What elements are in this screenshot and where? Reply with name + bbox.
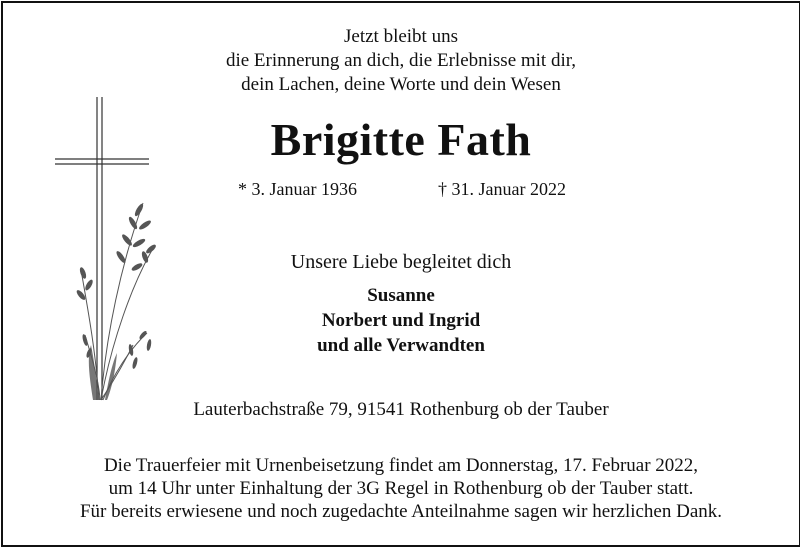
mourner-name: und alle Verwandten [317, 335, 485, 356]
verse-line-1: Jetzt bleibt uns [344, 26, 458, 47]
verse-line-2: die Erinnerung an dich, die Erlebnisse mit dir, [225, 50, 577, 71]
mourners-intro: Unsere Liebe begleitet dich [290, 251, 512, 273]
service-line-1: Die Trauerfeier mit Urnenbeisetzung findet am Donnerstag, 17. Februar 2022, [103, 455, 699, 476]
deceased-name: Brigitte Fath [270, 114, 532, 165]
cross-with-grass-icon [51, 95, 171, 405]
service-line-3: Für bereits erwiesene und noch zugedachte Anteilnahme sagen wir herzlichen Dank. [79, 501, 723, 522]
address: Lauterbachstraße 79, 91541 Rothenburg ob der Tauber [193, 399, 609, 420]
obituary-card [1, 1, 800, 547]
death-date: † 31. Januar 2022 [438, 179, 566, 199]
birth-date: * 3. Januar 1936 [238, 179, 357, 199]
service-line-2: um 14 Uhr unter Einhaltung der 3G Regel in Rothenburg ob der Tauber statt. [108, 478, 694, 499]
mourner-name: Susanne [367, 285, 435, 306]
mourner-name: Norbert und Ingrid [321, 310, 481, 331]
verse-line-3: dein Lachen, deine Worte und dein Wesen [241, 74, 561, 95]
